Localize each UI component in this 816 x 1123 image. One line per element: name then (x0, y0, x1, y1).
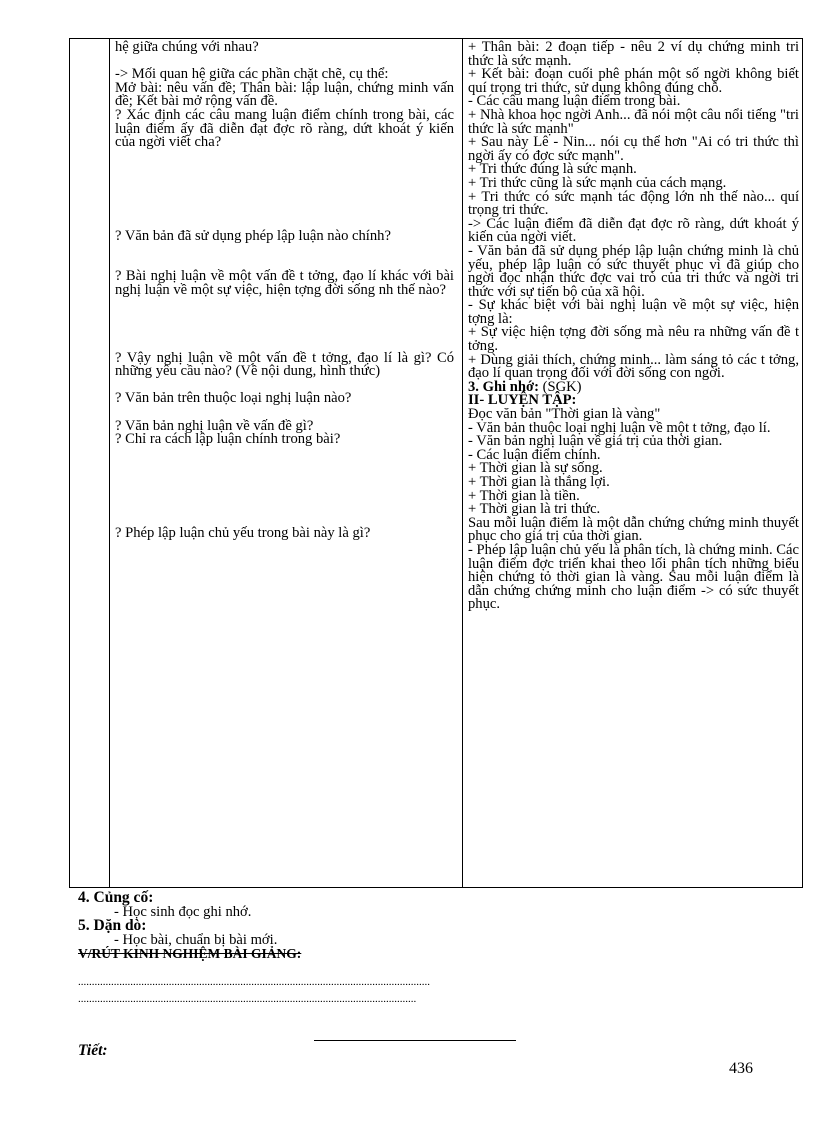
rightcol2-paragraph: - Văn bản thuộc loại nghị luận về một t tởng, đạo lí. (468, 419, 771, 436)
leftcol-paragraph: ? Vậy nghị luận về một vấn đề t tởng, đạo lí là gì? Có những yêu cầu nào? (Về nội dung, hình thức) (115, 349, 454, 380)
leftcol-paragraph: hệ giữa chúng với nhau? (115, 39, 259, 55)
rightcol2-paragraph: + Thời gian là sự sống. (468, 460, 603, 477)
rightcol-paragraph: + Tri thức đúng là sức mạnh. (468, 161, 637, 178)
rightcol-paragraph: + Dùng giải thích, chứng minh... làm sáng tỏ các t tởng, đạo lí quan trọng đối với đời sống con ngời. (468, 351, 799, 382)
consolidation-section (78, 891, 301, 961)
leftcol-paragraph: ? Xác định các câu mang luận điểm chính trong bài, các luận điểm ấy đã diễn đạt đợc rõ ràng, dứt khoát ý kiến của ngời viết cha? (115, 106, 454, 151)
ghinho-label: 3. Ghi nhớ: (468, 378, 539, 395)
rightcol-paragraph: + Kết bài: đoạn cuối phê phán một số ngời không biết quí trọng tri thức, sử dụng không đúng chỗ. (468, 66, 799, 96)
leftcol-paragraph: ? Văn bản nghị luận về vấn đề gì? (115, 417, 314, 434)
rightcol-paragraph: -> Các luận điểm đã diễn đạt đợc rõ ràng, dứt khoát ý kiến của ngời viết. (468, 215, 799, 246)
luyentap-heading: II- LUYỆN TẬP: (468, 392, 577, 409)
rightcol-paragraph: + Sau này Lê - Nin... nói cụ thể hơn "Ai có tri thức thì ngời ấy có đợc sức mạnh". (468, 134, 799, 164)
homework-heading: 5. Dặn dò: (78, 917, 147, 934)
dotted-line-2: ........................................................................................................................... (78, 993, 417, 1005)
table-col-divider-2 (462, 39, 463, 887)
rightcol2-paragraph: - Văn bản nghị luận về giá trị của thời gian. (468, 433, 723, 450)
leftcol-paragraph: ? Chỉ ra cách lập luận chính trong bài? (115, 431, 341, 448)
rightcol2-paragraph: + Thời gian là tri thức. (468, 501, 601, 518)
leftcol-paragraph: Mở bài: nêu vấn đề; Thân bài: lập luận, chứng minh vấn đề; Kết bài mở rộng vấn đề. (115, 79, 454, 110)
rightcol-paragraph: + Tri thức có sức mạnh tác động lớn nh thế nào... quí trọng tri thức. (468, 188, 799, 219)
consolidation-line: - Học sinh đọc ghi nhớ. (114, 904, 252, 920)
rightcol2-paragraph: - Các luận điểm chính. (468, 446, 601, 463)
rightcol2-paragraph: - Phép lập luận chủ yếu là phân tích, là chứng minh. Các luận điểm đợc triển khai theo lối phân tích những biểu hiện chứng tỏ thời gian là vàng. Sau mỗi luận điểm là dẫn chứng chứng minh cho luận điểm -> có sức thuyết phục. (468, 541, 799, 613)
teacher-questions-column (115, 41, 454, 540)
rightcol2-paragraph: + Thời gian là thắng lợi. (468, 474, 610, 490)
leftcol-paragraph: ? Văn bản trên thuộc loại nghị luận nào? (115, 390, 352, 407)
leftcol-paragraph: -> Mối quan hệ giữa các phần chặt chẽ, cụ thể: (115, 66, 389, 83)
rightcol-paragraph: - Các câu mang luận điểm trong bài. (468, 93, 681, 110)
rightcol-paragraph: + Tri thức cũng là sức mạnh của cách mạng. (468, 174, 727, 191)
rightcol2-paragraph: Sau mỗi luận điểm là một dẫn chứng chứng minh thuyết phục cho giá trị của thời gian. (468, 514, 799, 545)
ghinho-rest: (SGK) (538, 378, 582, 395)
content-column (468, 41, 799, 612)
experience-heading: V/RÚT KINH NGHIỆM BÀI GIẢNG: (78, 946, 302, 961)
separator-line (314, 1040, 516, 1041)
leftcol-paragraph: ? Văn bản đã sử dụng phép lập luận nào chính? (115, 227, 391, 244)
dotted-line-1: ................................................................................................................................ (78, 976, 430, 988)
rightcol-paragraph: + Nhà khoa học ngời Anh... đã nói một câu nổi tiếng "tri thức là sức mạnh" (468, 106, 799, 137)
rightcol2-paragraph: Đọc văn bản "Thời gian là vàng" (468, 406, 661, 423)
rightcol-paragraph: - Sự khác biệt với bài nghị luận về một sự việc, hiện tợng là: (468, 297, 799, 327)
homework-line: - Học bài, chuẩn bị bài mới. (114, 932, 278, 948)
table-col-divider-1 (109, 39, 110, 887)
leftcol-paragraph: ? Bài nghị luận về một vấn đề t tởng, đạo lí khác với bài nghị luận về một sự việc, hiện tợng đời sống nh thế nào? (115, 268, 454, 298)
consolidation-heading: 4. Củng cố: (78, 889, 154, 906)
rightcol2-paragraph: + Thời gian là tiền. (468, 487, 580, 504)
leftcol-paragraph: ? Phép lập luận chủ yếu trong bài này là gì? (115, 524, 371, 541)
rightcol-paragraph: + Thân bài: 2 đoạn tiếp - nêu 2 ví dụ chứng minh tri thức là sức mạnh. (468, 39, 799, 69)
page-number: 436 (729, 1060, 753, 1077)
rightcol-paragraph: + Sự việc hiện tợng đời sống mà nêu ra những vấn đề t tởng. (468, 324, 799, 355)
lesson-table (69, 38, 803, 888)
rightcol-paragraph: - Văn bản đã sử dụng phép lập luận chứng minh là chủ yếu, phép lập luận có sức thuyết phục vì đã giúp cho ngời đọc nhận thức đợc vai trò của tri thức và ngời tri thức với sự tiến bộ của xã hội. (468, 242, 799, 300)
period-label: Tiết: (78, 1042, 108, 1059)
